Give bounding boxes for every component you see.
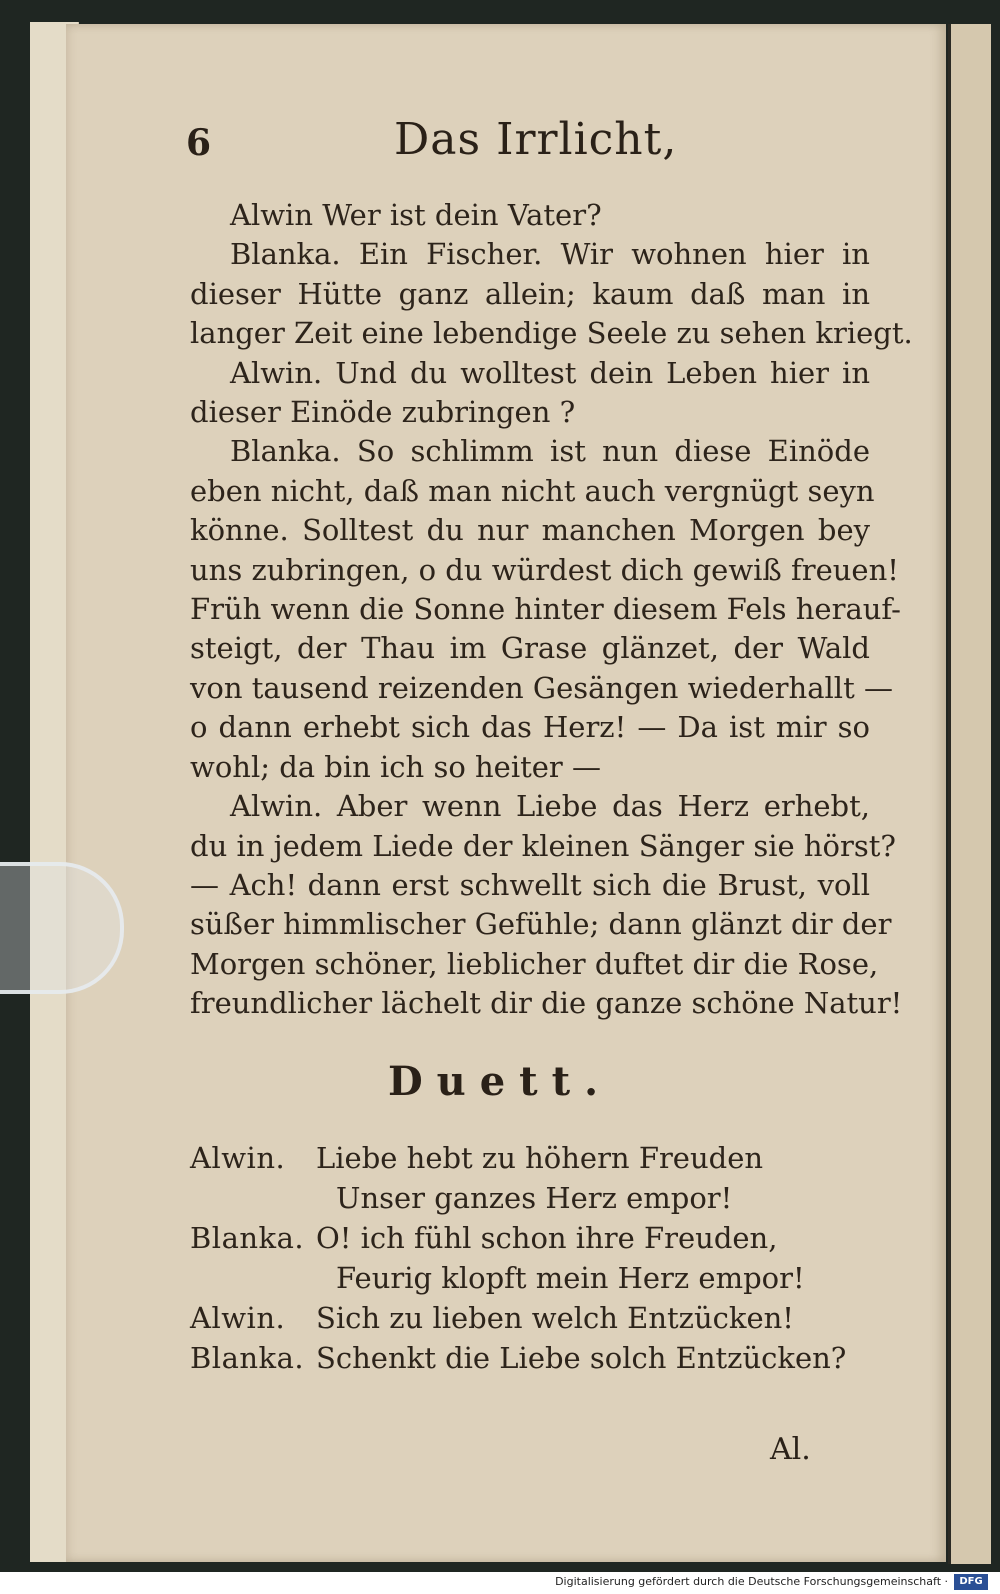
speaker-name: Alwin. (190, 1301, 286, 1335)
verse-line (190, 1218, 870, 1258)
text-line: Alwin. Aber wenn Liebe das Herz erhebt, (230, 789, 870, 824)
dialogue-prose (190, 196, 913, 1024)
text-line: dieser Hütte ganz allein; kaum daß man in (190, 276, 870, 311)
verse-text: Unser ganzes Herz empor! (336, 1181, 733, 1215)
verse-line (190, 1178, 870, 1218)
text-line: dieser Einöde zubringen ? (190, 395, 576, 430)
speaker-name: Blanka. (190, 1341, 305, 1375)
text-line: du in jedem Liede der kleinen Sänger sie hörst? (190, 828, 896, 863)
text-line: Blanka. So schlimm ist nun diese Einöde (230, 434, 870, 469)
verse-text: Sich zu lieben welch Entzücken! (316, 1301, 794, 1335)
text-line: langer Zeit eine lebendige Seele zu sehen kriegt. (190, 316, 913, 351)
next-page-edge (948, 24, 991, 1564)
verse-text: O! ich fühl schon ihre Freuden, (316, 1221, 778, 1255)
text-line: Morgen schöner, lieblicher duftet dir die Rose, (190, 946, 879, 981)
text-line: o dann erhebt sich das Herz! — Da ist mir so (190, 710, 870, 745)
verse-text: Schenkt die Liebe solch Entzücken? (316, 1341, 847, 1375)
catchword: Al. (770, 1432, 811, 1467)
text-line: von tausend reizenden Gesängen wiederhallt — (190, 670, 893, 705)
duet-verse (190, 1138, 870, 1378)
verse-text: Liebe hebt zu höhern Freuden (316, 1141, 764, 1175)
glass-page-clip (0, 862, 124, 994)
text-line: Blanka. Ein Fischer. Wir wohnen hier in (230, 237, 870, 272)
running-title: Das Irrlicht, (394, 114, 678, 165)
text-line: steigt, der Thau im Grase glänzet, der Wald (190, 631, 870, 666)
section-heading: Duett. (387, 1058, 613, 1105)
speaker-name: Alwin. (190, 1141, 286, 1175)
footer-bar (0, 1572, 1000, 1594)
text-line: Alwin. Und du wolltest dein Leben hier in (230, 355, 870, 390)
speaker-name: Blanka. (190, 1221, 305, 1255)
page-number: 6 (186, 122, 212, 164)
verse-line (190, 1138, 870, 1178)
verse-line (190, 1338, 870, 1378)
text-line: freundlicher lächelt dir die ganze schöne Natur! (190, 986, 903, 1021)
text-line: eben nicht, daß man nicht auch vergnügt seyn (190, 473, 875, 508)
funding-credit: Digitalisierung gefördert durch die Deutsche Forschungsgemeinschaft · (555, 1575, 948, 1588)
verse-line (190, 1258, 870, 1298)
text-line: Früh wenn die Sonne hinter diesem Fels herauf- (190, 592, 901, 627)
text-line: uns zubringen, o du würdest dich gewiß freuen! (190, 552, 899, 587)
text-line: wohl; da bin ich so heiter — (190, 749, 602, 784)
text-line: süßer himmlischer Gefühle; dann glänzt dir der (190, 907, 892, 942)
text-line: könne. Solltest du nur manchen Morgen bey (190, 513, 870, 548)
text-line: — Ach! dann erst schwellt sich die Brust, voll (190, 867, 870, 902)
dfg-logo[interactable]: DFG (954, 1574, 988, 1590)
verse-text: Feurig klopft mein Herz empor! (336, 1261, 805, 1295)
text-line: Alwin Wer ist dein Vater? (230, 198, 602, 232)
verse-line (190, 1298, 870, 1338)
